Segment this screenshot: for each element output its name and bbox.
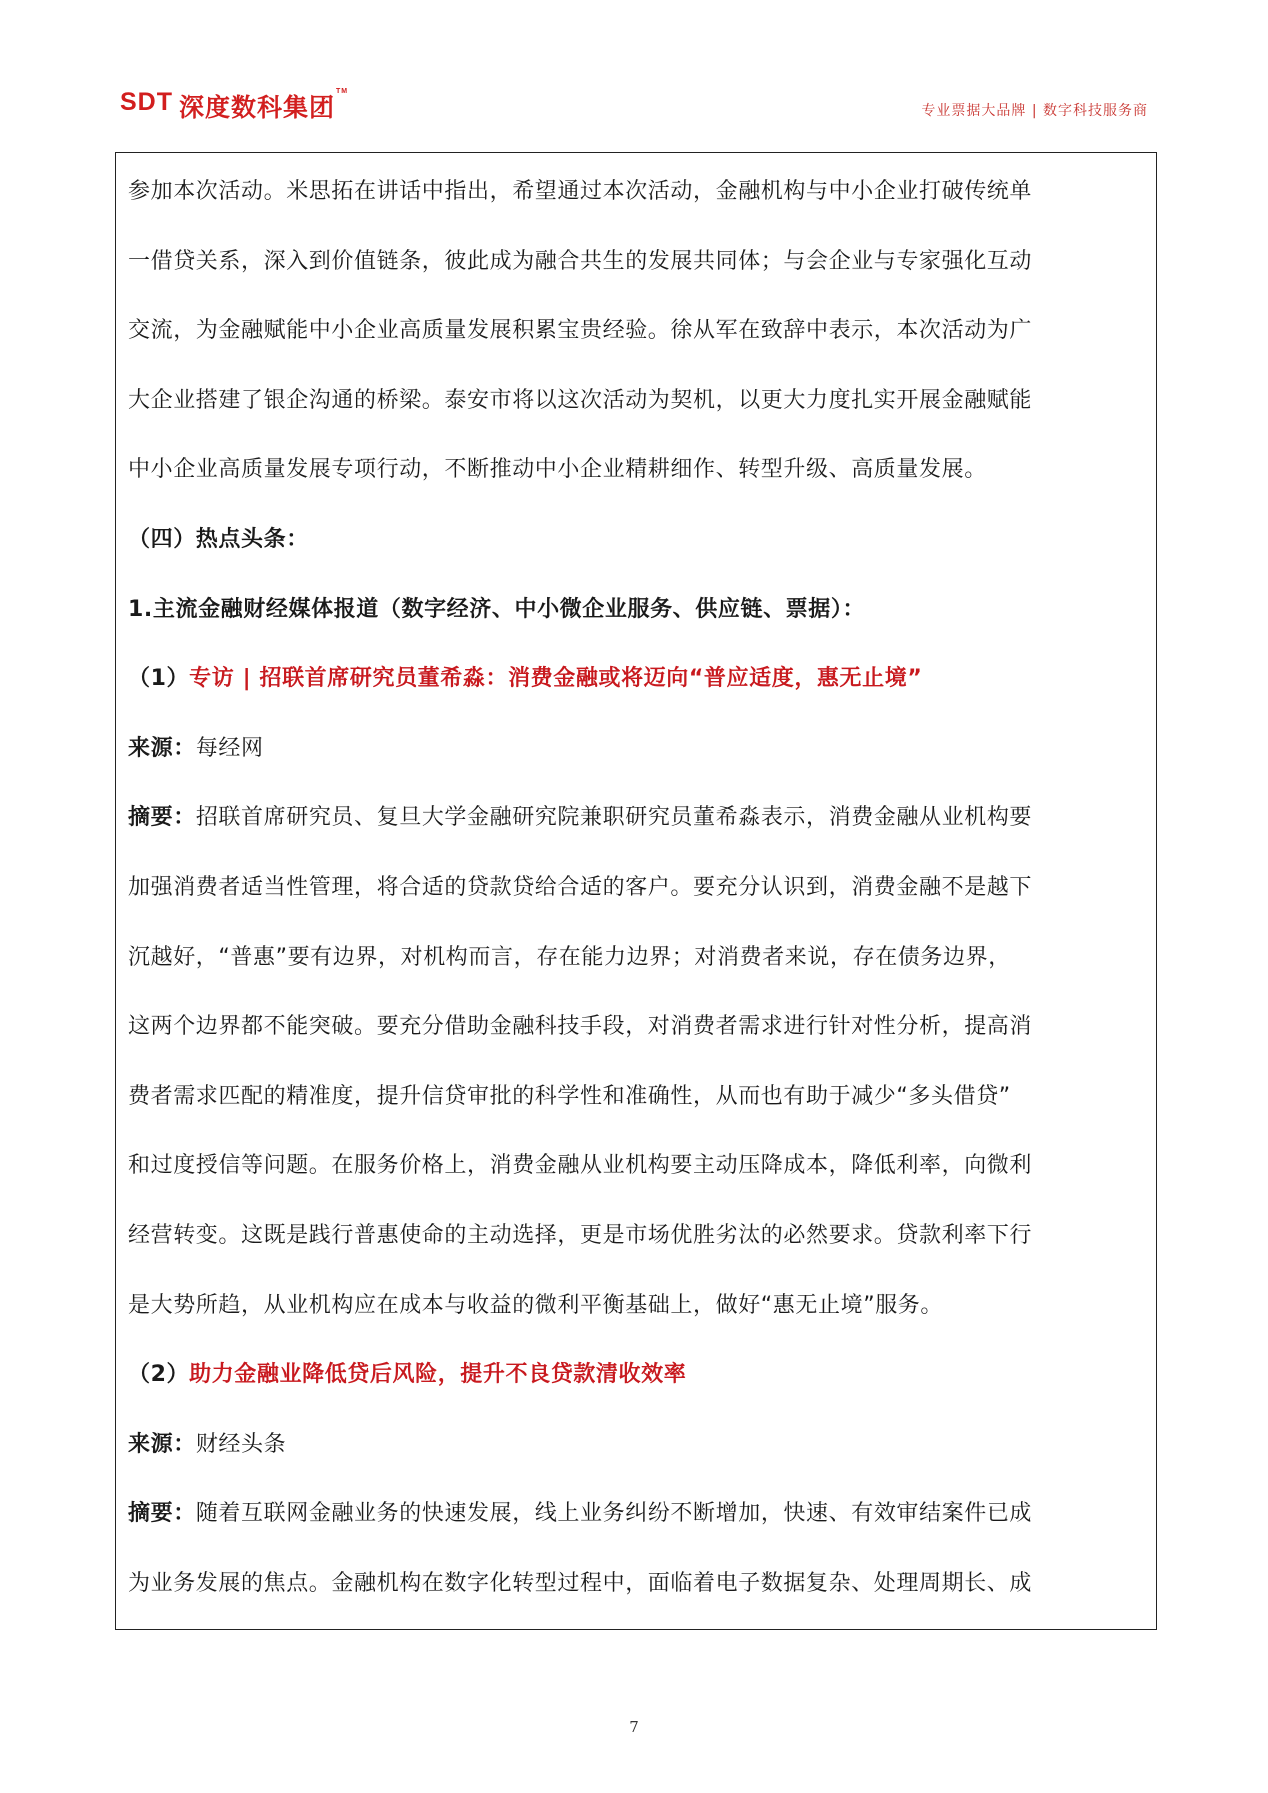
article-2-summary-text: 随着互联网金融业务的快速发展，线上业务纠纷不断增加，快速、有效审结案件已成: [195, 1501, 1033, 1527]
article-2-title-line: [128, 1340, 1144, 1410]
article-2-source-line: [128, 1410, 1144, 1480]
article-2-source-label: 来源：: [128, 1431, 196, 1457]
text-line: 是大势所趋，从业机构应在成本与收益的微利平衡基础上，做好“惠无止境”服务。: [128, 1292, 943, 1318]
article-1-summary-label: 摘要：: [128, 805, 196, 831]
text-line: 经营转变。这既是践行普惠使命的主动选择，更是市场优胜劣汰的必然要求。贷款利率下行: [128, 1222, 1033, 1248]
text-line: 为业务发展的焦点。金融机构在数字化转型过程中，面临着电子数据复杂、处理周期长、成: [128, 1570, 1033, 1596]
text-line: 交流，为金融赋能中小企业高质量发展积累宝贵经验。徐从军在致辞中表示，本次活动为广: [128, 318, 1033, 344]
article-1-title-line: [128, 644, 1144, 714]
text-line: 和过度授信等问题。在服务价格上，消费金融从业机构要主动压降成本，降低利率，向微利: [128, 1153, 1033, 1179]
logo-sdt-text: SDT: [120, 88, 173, 116]
article-2-title: 助力金融业降低贷后风险，提升不良贷款清收效率: [189, 1362, 687, 1388]
article-1-number: （1）: [128, 666, 190, 692]
article-1-source: 每经网: [195, 735, 264, 761]
article-2-summary-label: 摘要：: [128, 1501, 196, 1527]
text-line: 参加本次活动。米思拓在讲话中指出，希望通过本次活动，金融机构与中小企业打破传统单: [128, 179, 1033, 204]
text-line: 沉越好，“普惠”要有边界，对机构而言，存在能力边界；对消费者来说，存在债务边界，: [128, 944, 1011, 970]
content-body: [116, 153, 1156, 1618]
text-line: 费者需求匹配的精准度，提升信贷审批的科学性和准确性，从而也有助于减少“多头借贷”: [128, 1083, 1011, 1109]
page-number: 7: [629, 1718, 639, 1736]
content-frame: [115, 152, 1157, 1630]
subsection-heading: 1.主流金融财经媒体报道（数字经济、中小微企业服务、供应链、票据）：: [128, 596, 866, 622]
text-line: 大企业搭建了银企沟通的桥梁。泰安市将以这次活动为契机，以更大力度扎实开展金融赋能: [128, 387, 1033, 413]
logo-trademark: TM: [336, 88, 349, 95]
article-1-source-line: [128, 714, 1144, 784]
text-line: 中小企业高质量发展专项行动，不断推动中小企业精耕细作、转型升级、高质量发展。: [128, 457, 987, 483]
article-2-source: 财经头条: [195, 1431, 287, 1457]
section-heading: （四）热点头条：: [128, 526, 309, 552]
article-1-title: 专访 | 招联首席研究员董希淼：消费金融或将迈向“普应适度，惠无止境”: [189, 666, 923, 692]
article-1-summary-first-line: [128, 783, 1144, 853]
article-1-source-label: 来源：: [128, 735, 196, 761]
text-line: 这两个边界都不能突破。要充分借助金融科技手段，对消费者需求进行针对性分析，提高消: [128, 1014, 1033, 1040]
article-1-summary-text: 招联首席研究员、复旦大学金融研究院兼职研究员董希淼表示，消费金融从业机构要: [195, 805, 1033, 831]
company-logo: [120, 88, 348, 124]
article-2-summary-first-line: [128, 1479, 1144, 1549]
header-slogan: 专业票据大品牌 | 数字科技服务商: [921, 103, 1148, 119]
logo-company-name: 深度数科集团: [179, 93, 336, 122]
article-2-number: （2）: [128, 1362, 190, 1388]
text-line: 一借贷关系，深入到价值链条，彼此成为融合共生的发展共同体；与会企业与专家强化互动: [128, 248, 1033, 274]
text-line: 加强消费者适当性管理，将合适的贷款贷给合适的客户。要充分认识到，消费金融不是越下: [128, 874, 1033, 900]
